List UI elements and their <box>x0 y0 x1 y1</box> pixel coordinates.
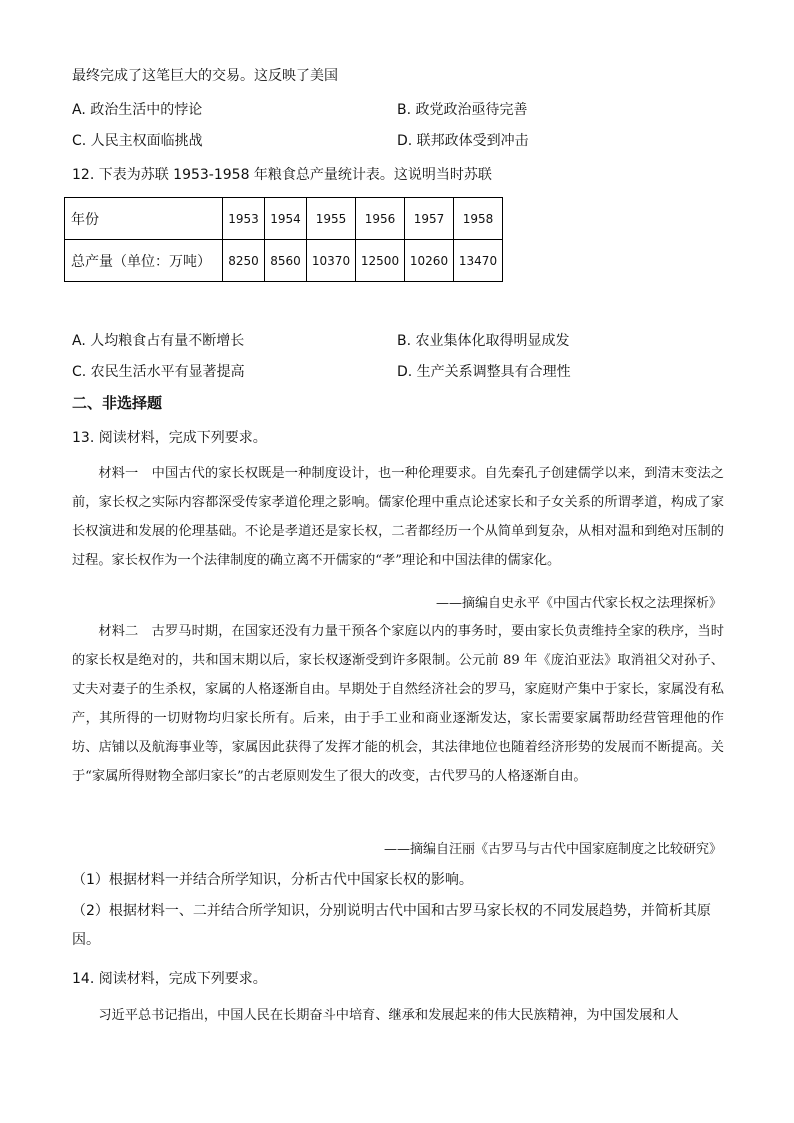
table-cell-value: 12500 <box>356 240 405 282</box>
q11-option-a: A. 政治生活中的悖论 <box>72 102 203 118</box>
q12-option-b: B. 农业集体化取得明显成发 <box>397 333 570 349</box>
q13-stem: 13. 阅读材料，完成下列要求。 <box>72 430 267 446</box>
table-cell-year: 1958 <box>454 198 503 240</box>
q13-subquestion-2: （2）根据材料一、二并结合所学知识，分别说明古代中国和古罗马家长权的不同发展趋势，并简析其原因。 <box>72 903 711 948</box>
q14-material-start: 习近平总书记指出，中国人民在长期奋斗中培育、继承和发展起来的伟大民族精神，为中国发展和人 <box>98 1008 679 1023</box>
table-cell-year: 1957 <box>405 198 454 240</box>
table-cell-value: 8250 <box>223 240 265 282</box>
section-title: 二、非选择题 <box>72 394 163 412</box>
table-cell-value: 8560 <box>265 240 307 282</box>
table-cell-year: 1956 <box>356 198 405 240</box>
table-cell-year: 1954 <box>265 198 307 240</box>
table-cell-value: 10370 <box>307 240 356 282</box>
q14-stem: 14. 阅读材料，完成下列要求。 <box>72 971 267 987</box>
material-one: 材料一 中国古代的家长权既是一种制度设计，也一种伦理要求。自先秦孔子创建儒学以来，到清末变法之前，家长权之实际内容都深受传家孝道伦理之影响。儒家伦理中重点论述家长和子女关系的所谓孝道，构成了家长权演进和发展的伦理基础。不论是孝道还是家长权，二者都经历一个从简单到复杂，从相对温和到绝对压制的过程。家长权作为一个法律制度的确立离不开儒家的“孝”理论和中国法律的儒家化。 <box>72 466 724 568</box>
table-cell-year: 1953 <box>223 198 265 240</box>
q12-option-d: D. 生产关系调整具有合理性 <box>397 364 571 380</box>
table-cell-value: 13470 <box>454 240 503 282</box>
table-row-years <box>65 198 503 240</box>
table-header-output: 总产量（单位：万吨） <box>65 240 223 282</box>
q11-option-c: C. 人民主权面临挑战 <box>72 133 203 149</box>
q11-option-d: D. 联邦政体受到冲击 <box>397 133 529 149</box>
table-cell-value: 10260 <box>405 240 454 282</box>
material-two: 材料二 古罗马时期，在国家还没有力量干预各个家庭以内的事务时，要由家长负责维持全家的秩序，当时的家长权是绝对的，共和国末期以后，家长权逐渐受到许多限制。公元前 89 年《庞泊亚法》取消祖父对孙子、丈夫对妻子的生杀权，家属的人格逐渐自由。早期处于自然经济社会的罗马，家庭财产集中于家长，家属没有私产，其所得的一切财物均归家长所有。后来，由于手工业和商业逐渐发达，家长需要家属帮助经营管理他的作坊、店铺以及航海事业等，家属因此获得了发挥才能的机会，其法律地位也随着经济形势的发展而不断提高。关于“家属所得财物全部归家长”的古老原则发生了很大的改变，古代罗马的人格逐渐自由。 <box>72 624 724 784</box>
q12-stem: 12. 下表为苏联 1953-1958 年粮食总产量统计表。这说明当时苏联 <box>72 167 492 183</box>
q11-tail: 最终完成了这笔巨大的交易。这反映了美国 <box>72 68 338 84</box>
table-header-year: 年份 <box>65 198 223 240</box>
q11-option-b: B. 政党政治亟待完善 <box>397 102 528 118</box>
q13-subquestion-1: （1）根据材料一并结合所学知识，分析古代中国家长权的影响。 <box>72 872 473 888</box>
table-row-output <box>65 240 503 282</box>
q12-option-a: A. 人均粮食占有量不断增长 <box>72 333 245 349</box>
material-two-source: ——摘编自汪丽《古罗马与古代中国家庭制度之比较研究》 <box>383 842 722 857</box>
q12-option-c: C. 农民生活水平有显著提高 <box>72 364 245 380</box>
material-one-source: ——摘编自史永平《中国古代家长权之法理探析》 <box>435 596 722 611</box>
grain-output-table <box>64 197 503 282</box>
table-cell-year: 1955 <box>307 198 356 240</box>
